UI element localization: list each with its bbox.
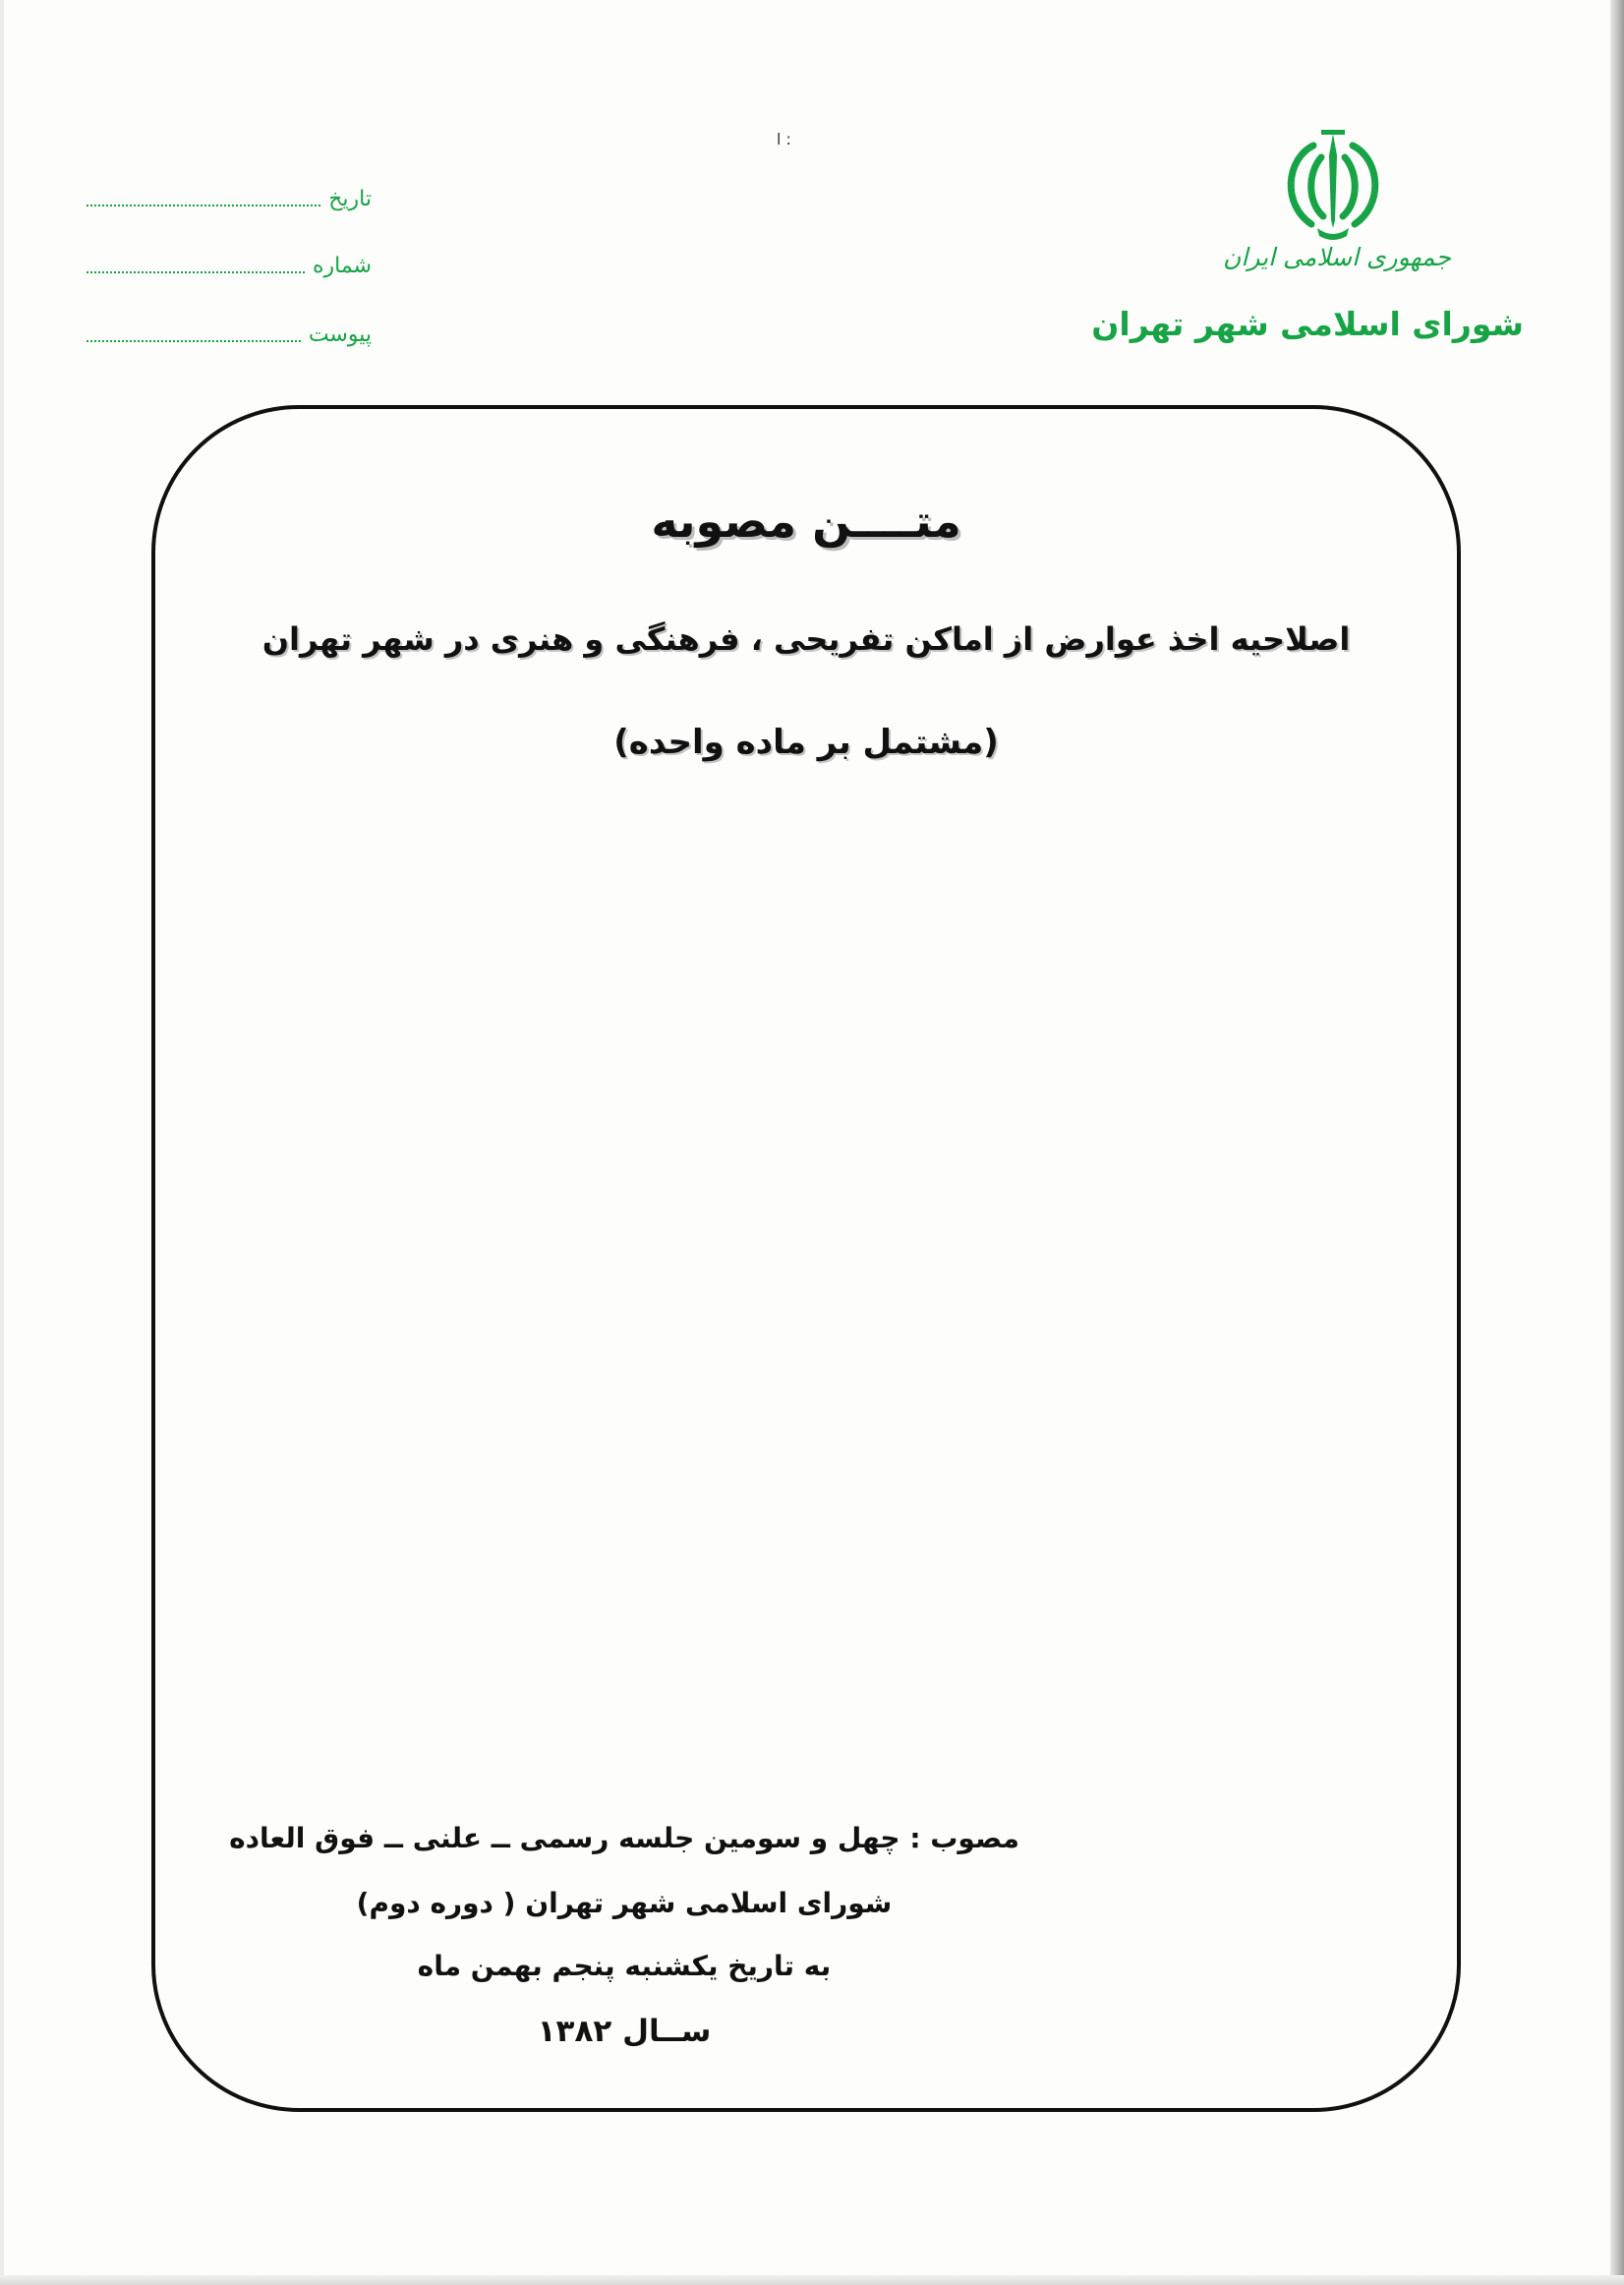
stray-marks: ا : <box>777 130 791 148</box>
approval-council: شورای اسلامی شهر تهران ( دوره دوم) <box>356 1887 893 1919</box>
republic-name: جمهوری اسلامی ایران <box>1223 243 1451 271</box>
approval-date: به تاریخ یکشنبه پنجم بهمن ماه <box>417 1950 832 1982</box>
council-name: شورای اسلامی شهر تهران <box>1091 305 1524 343</box>
approval-year: ســال ۱۳۸۲ <box>537 2014 712 2049</box>
attachment-label: پیوست <box>308 322 372 347</box>
scan-edge-right <box>1610 0 1624 2285</box>
date-field <box>87 175 372 214</box>
date-label: تاریخ <box>328 187 372 211</box>
number-label: شماره <box>312 254 372 278</box>
date-dotted-line <box>87 205 320 206</box>
number-dotted-line <box>87 271 305 273</box>
attachment-dotted-line <box>87 340 301 342</box>
approval-session: مصوب : چهل و سومین جلسه رسمی ــ علنی ــ فوق العاده <box>229 1822 1019 1854</box>
document-title: متــــن مصوبه <box>651 495 961 548</box>
iran-coat-of-arms-icon <box>1278 126 1388 244</box>
document-subject: اصلاحیه اخذ عوارض از اماکن تفریحی ، فرهنگی و هنری در شهر تهران <box>261 620 1351 658</box>
document-subject-note: (مشتمل بر ماده واحده) <box>613 723 999 762</box>
number-field <box>87 242 372 281</box>
attachment-field <box>87 311 372 350</box>
scan-edge-left <box>0 0 4 2285</box>
scan-edge-bottom <box>0 2275 1624 2285</box>
